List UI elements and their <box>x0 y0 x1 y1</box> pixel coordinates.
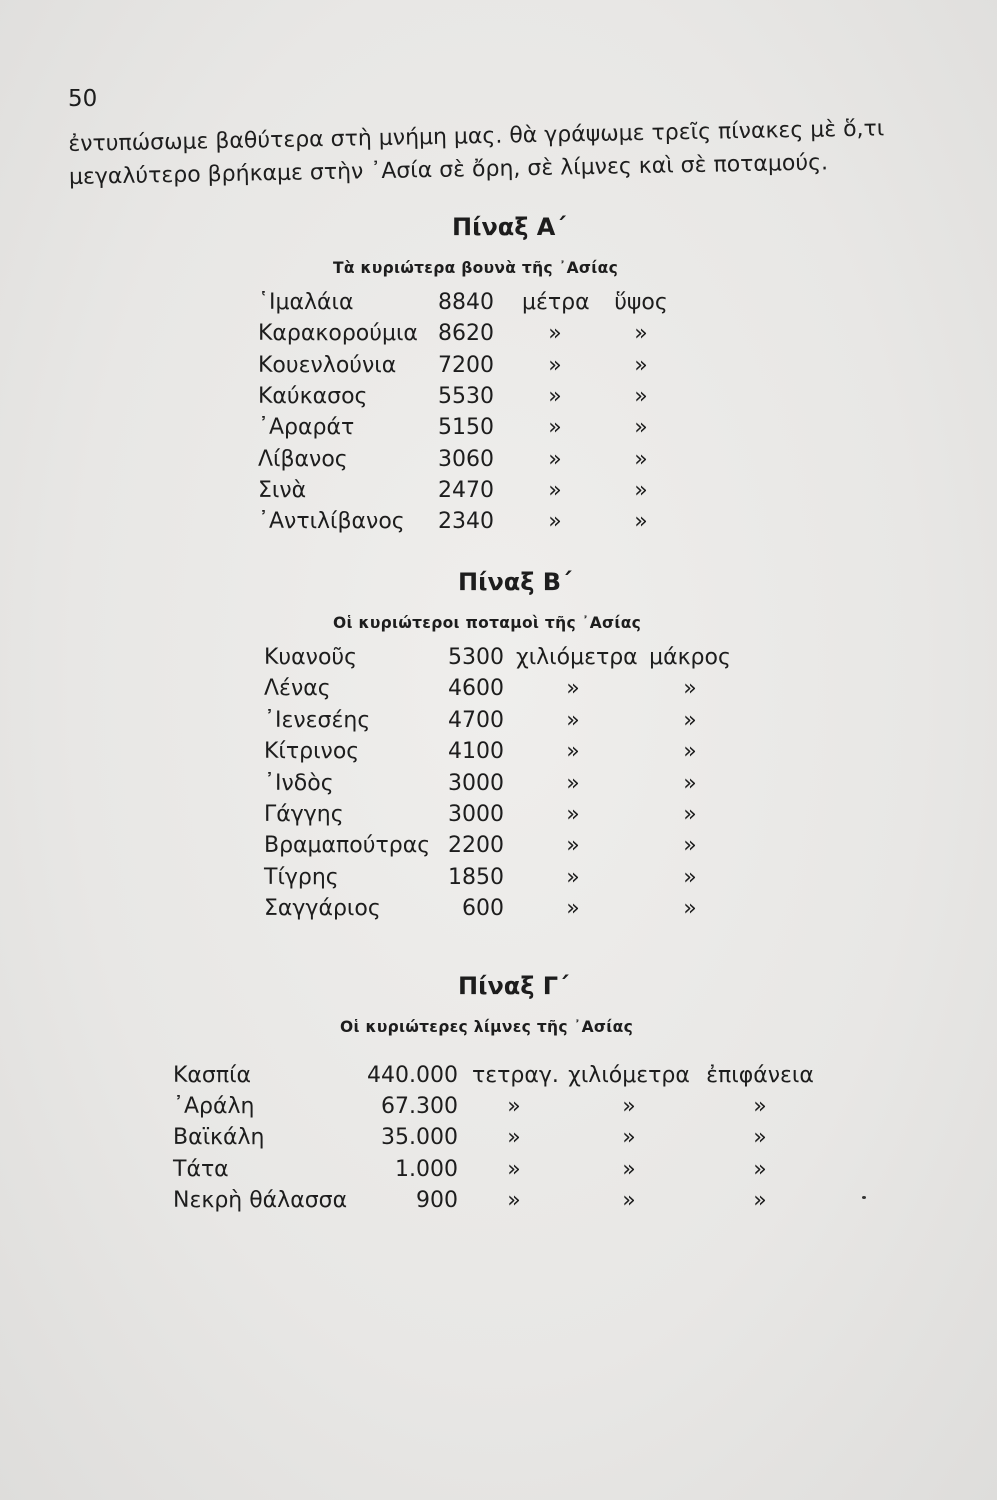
table-c-title: Πίναξ Γ΄ <box>458 972 569 1000</box>
lake-name: ᾿Αράλη <box>173 1094 255 1120</box>
unit-cell: » <box>622 1187 636 1213</box>
measure-cell: » <box>683 802 697 827</box>
area-value: 440.000 <box>367 1063 458 1088</box>
unit-cell: » <box>566 707 580 733</box>
print-speck <box>862 1196 866 1199</box>
table-row <box>0 321 997 353</box>
table-row <box>0 802 997 834</box>
unit-cell: » <box>548 477 562 503</box>
measure-cell: » <box>634 352 648 378</box>
height-value: 2340 <box>438 509 494 535</box>
measure-cell: » <box>683 707 697 733</box>
unit-cell: » <box>548 446 562 472</box>
lake-name: Βαϊκάλη <box>173 1125 265 1151</box>
page-number: 50 <box>68 86 98 112</box>
height-value: 5150 <box>438 415 494 441</box>
area-value: 67.300 <box>381 1094 458 1120</box>
area-value: 1.000 <box>395 1156 458 1182</box>
river-name: ᾿Ιενεσέης <box>264 707 371 733</box>
unit-cell: » <box>622 1094 636 1120</box>
unit-cell: » <box>548 352 562 378</box>
unit-cell: » <box>622 1125 636 1151</box>
table-b-subtitle: Οἱ κυριώτεροι ποταμοὶ τῆς ᾿Ασίας <box>333 614 642 632</box>
table-row <box>0 415 997 447</box>
river-name: Κυανοῦς <box>264 645 358 670</box>
table-b-title: Πίναξ Β΄ <box>458 568 572 596</box>
mountain-name: Λίβανος <box>258 446 348 472</box>
table-row <box>0 645 997 677</box>
measure-cell: » <box>634 321 648 347</box>
measure-cell: μάκρος <box>649 645 731 670</box>
unit-cell: χιλιόμετρα <box>516 645 638 670</box>
mountain-name: Σινὰ <box>258 477 307 503</box>
height-value: 7200 <box>438 352 494 378</box>
unit-cell: » <box>566 770 580 796</box>
table-row <box>0 1125 997 1157</box>
measure-cell: » <box>683 739 697 765</box>
table-row <box>0 353 997 385</box>
measure-cell: ἐπιφάνεια <box>706 1063 814 1088</box>
table-row <box>0 833 997 865</box>
mountain-name: ῾Ιμαλάια <box>258 290 354 315</box>
measure-cell: ὕψος <box>614 290 668 315</box>
measure-cell: » <box>753 1187 767 1213</box>
river-name: Τίγρης <box>264 864 339 890</box>
unit-cell: » <box>566 864 580 890</box>
unit-cell: » <box>548 415 562 441</box>
length-value: 4700 <box>448 707 504 733</box>
length-value: 3000 <box>448 770 504 796</box>
table-row <box>0 708 997 740</box>
mountain-name: Κουενλούνια <box>258 352 397 378</box>
intro-paragraph <box>68 111 959 194</box>
measure-cell: » <box>683 833 697 859</box>
height-value: 8620 <box>438 321 494 347</box>
mountain-name: ᾿Αραράτ <box>258 415 355 441</box>
measure-cell: » <box>634 415 648 441</box>
table-c-subtitle: Οἱ κυριώτερες λίμνες τῆς ᾿Ασίας <box>340 1018 634 1036</box>
measure-cell: » <box>683 770 697 796</box>
measure-cell: » <box>634 509 648 535</box>
river-name: ᾿Ινδὸς <box>264 770 334 796</box>
table-row <box>0 1094 997 1126</box>
height-value: 8840 <box>438 290 494 315</box>
table-row <box>0 447 997 479</box>
table-a-subtitle: Τὰ κυριώτερα βουνὰ τῆς ᾿Ασίας <box>333 259 619 277</box>
table-row <box>0 509 997 541</box>
table-row <box>0 1063 997 1095</box>
unit-cell: » <box>622 1156 636 1182</box>
table-row <box>0 1188 997 1220</box>
intro-line: ἐντυπώσωμε βαθύτερα στὴ μνήμη μας. θὰ γράψωμε τρεῖς πίνακες μὲ ὅ,τι <box>68 116 885 157</box>
length-value: 2200 <box>448 833 504 859</box>
table-row <box>0 896 997 928</box>
unit-cell: » <box>566 833 580 859</box>
length-value: 1850 <box>448 864 504 890</box>
unit-cell: » <box>548 383 562 409</box>
lake-name: Κασπία <box>173 1063 252 1088</box>
area-value: 900 <box>416 1187 458 1213</box>
table-row <box>0 1157 997 1189</box>
river-name: Λένας <box>264 676 331 702</box>
unit-cell: χιλιόμετρα <box>568 1063 690 1088</box>
lake-name: Τάτα <box>173 1156 229 1182</box>
unit-cell: μέτρα <box>522 290 590 315</box>
unit-cell: » <box>507 1125 521 1151</box>
table-row <box>0 384 997 416</box>
table-row <box>0 771 997 803</box>
length-value: 3000 <box>448 802 504 827</box>
unit-cell: » <box>507 1156 521 1182</box>
length-value: 4100 <box>448 739 504 765</box>
height-value: 2470 <box>438 477 494 503</box>
measure-cell: » <box>634 446 648 472</box>
unit-cell: » <box>548 321 562 347</box>
table-row <box>0 478 997 510</box>
height-value: 3060 <box>438 446 494 472</box>
unit-cell: » <box>507 1094 521 1120</box>
height-value: 5530 <box>438 383 494 409</box>
measure-cell: » <box>753 1156 767 1182</box>
mountain-name: Καρακορούμια <box>258 321 418 347</box>
river-name: Βραμαπούτρας <box>264 833 431 859</box>
river-name: Γάγγης <box>264 802 344 827</box>
area-value: 35.000 <box>381 1125 458 1151</box>
measure-cell: » <box>634 477 648 503</box>
length-value: 4600 <box>448 676 504 702</box>
length-value: 5300 <box>448 645 504 670</box>
unit-cell: » <box>507 1187 521 1213</box>
length-value: 600 <box>462 896 504 922</box>
unit-cell: » <box>566 676 580 702</box>
unit-cell: τετραγ. <box>472 1063 559 1088</box>
table-row <box>0 865 997 897</box>
measure-cell: » <box>683 864 697 890</box>
mountain-name: ᾿Αντιλίβανος <box>258 509 405 535</box>
unit-cell: » <box>566 896 580 922</box>
table-row <box>0 676 997 708</box>
measure-cell: » <box>634 383 648 409</box>
mountain-name: Καύκασος <box>258 383 368 409</box>
measure-cell: » <box>683 676 697 702</box>
measure-cell: » <box>753 1125 767 1151</box>
unit-cell: » <box>548 509 562 535</box>
unit-cell: » <box>566 739 580 765</box>
unit-cell: » <box>566 802 580 827</box>
measure-cell: » <box>753 1094 767 1120</box>
measure-cell: » <box>683 896 697 922</box>
intro-line: μεγαλύτερο βρήκαμε στὴν ᾿Ασία σὲ ὄρη, σὲ λίμνες καὶ σὲ ποταμούς. <box>68 150 829 190</box>
river-name: Κίτρινος <box>264 739 360 765</box>
river-name: Σαγγάριος <box>264 896 381 922</box>
table-row <box>0 739 997 771</box>
table-row <box>0 290 997 322</box>
lake-name: Νεκρὴ θάλασσα <box>173 1187 348 1213</box>
table-a-title: Πίναξ Α΄ <box>452 213 566 241</box>
